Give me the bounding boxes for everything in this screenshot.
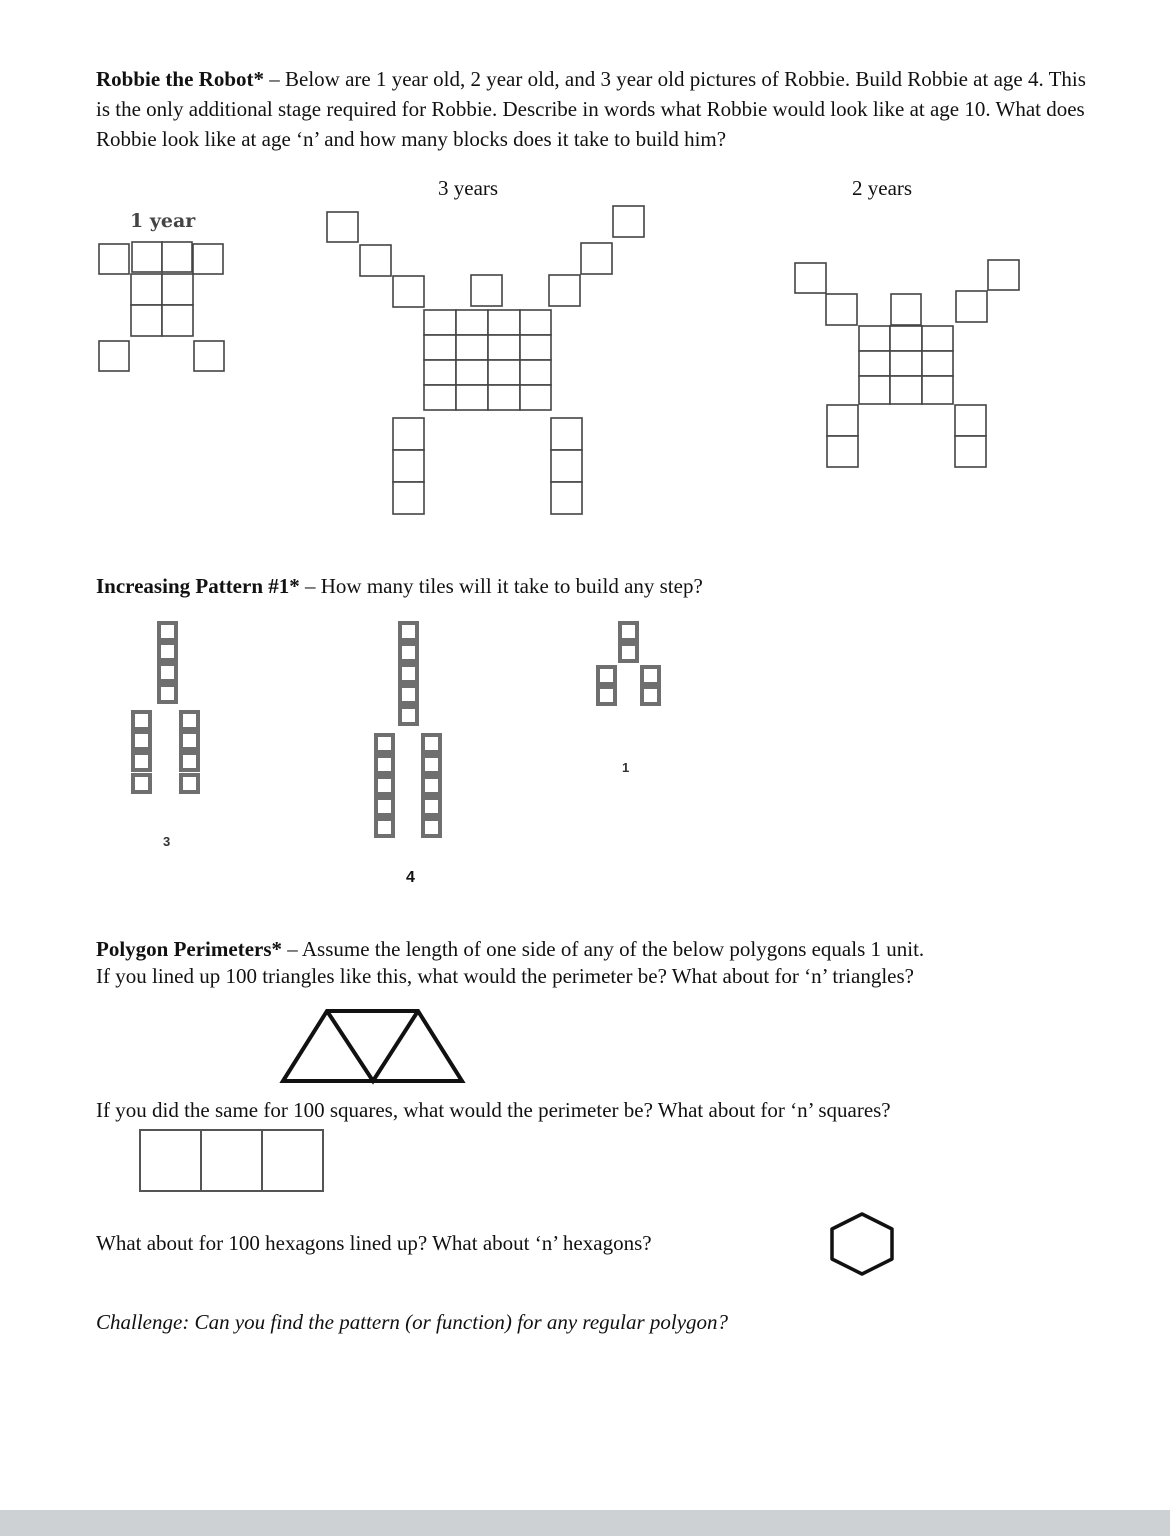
hexagon-figure bbox=[820, 1205, 905, 1285]
pattern1-title: Increasing Pattern #1* bbox=[96, 574, 300, 598]
polygons-squares-question: If you did the same for 100 squares, what would the perimeter be? What about for ‘n’ squares? bbox=[96, 1098, 891, 1122]
robbie-text: – Below are 1 year old, 2 year old, and 3 year old pictures of Robbie. Build Robbie at age 4. This is the only additional stage required for Robbie. Describe in words what Robbie would look like at age 10. What does Robbie look like at age ‘n’ and how many blocks does it take to build him? bbox=[96, 67, 1086, 151]
robbie-title: Robbie the Robot* bbox=[96, 67, 265, 91]
polygons-text: – Assume the length of one side of any of the below polygons equals 1 unit. bbox=[282, 937, 925, 961]
polygons-hexagons-question: What about for 100 hexagons lined up? What about ‘n’ hexagons? bbox=[96, 1231, 652, 1255]
pattern1-text: – How many tiles will it take to build any step? bbox=[299, 574, 703, 598]
pattern1-step-3-figure bbox=[125, 615, 210, 805]
triangles-row-figure bbox=[275, 1000, 475, 1090]
polygons-challenge: Challenge: Can you find the pattern (or function) for any regular polygon? bbox=[96, 1310, 729, 1334]
robbie-label-2-years: 2 years bbox=[852, 176, 913, 200]
polygons-triangles-question: If you lined up 100 triangles like this, what would the perimeter be? What about for ‘n’ triangles? bbox=[96, 964, 914, 988]
pattern1-label-1: 1 bbox=[622, 760, 630, 775]
squares-row-figure bbox=[130, 1120, 335, 1200]
robbie-2-body-grid bbox=[859, 326, 953, 404]
pattern1-prompt bbox=[96, 571, 1096, 601]
pattern1-step-4-figure bbox=[368, 615, 453, 845]
robbie-2-years-figure bbox=[785, 250, 1030, 475]
polygons-prompt bbox=[96, 936, 1096, 990]
robbie-label-3-years: 3 years bbox=[438, 176, 499, 200]
viewer-bottom-bar bbox=[0, 1510, 1170, 1536]
pattern1-label-3: 3 bbox=[163, 834, 171, 849]
pattern1-label-4: 4 bbox=[406, 869, 415, 886]
robbie-prompt bbox=[96, 64, 1096, 154]
polygons-title: Polygon Perimeters* bbox=[96, 937, 283, 961]
robbie-3-body-grid bbox=[424, 310, 551, 410]
robbie-label-1-year: 1 year bbox=[130, 210, 196, 232]
robbie-1-year-figure bbox=[90, 235, 235, 380]
pattern1-step-1-figure bbox=[590, 615, 670, 710]
robbie-3-years-figure bbox=[320, 200, 660, 520]
